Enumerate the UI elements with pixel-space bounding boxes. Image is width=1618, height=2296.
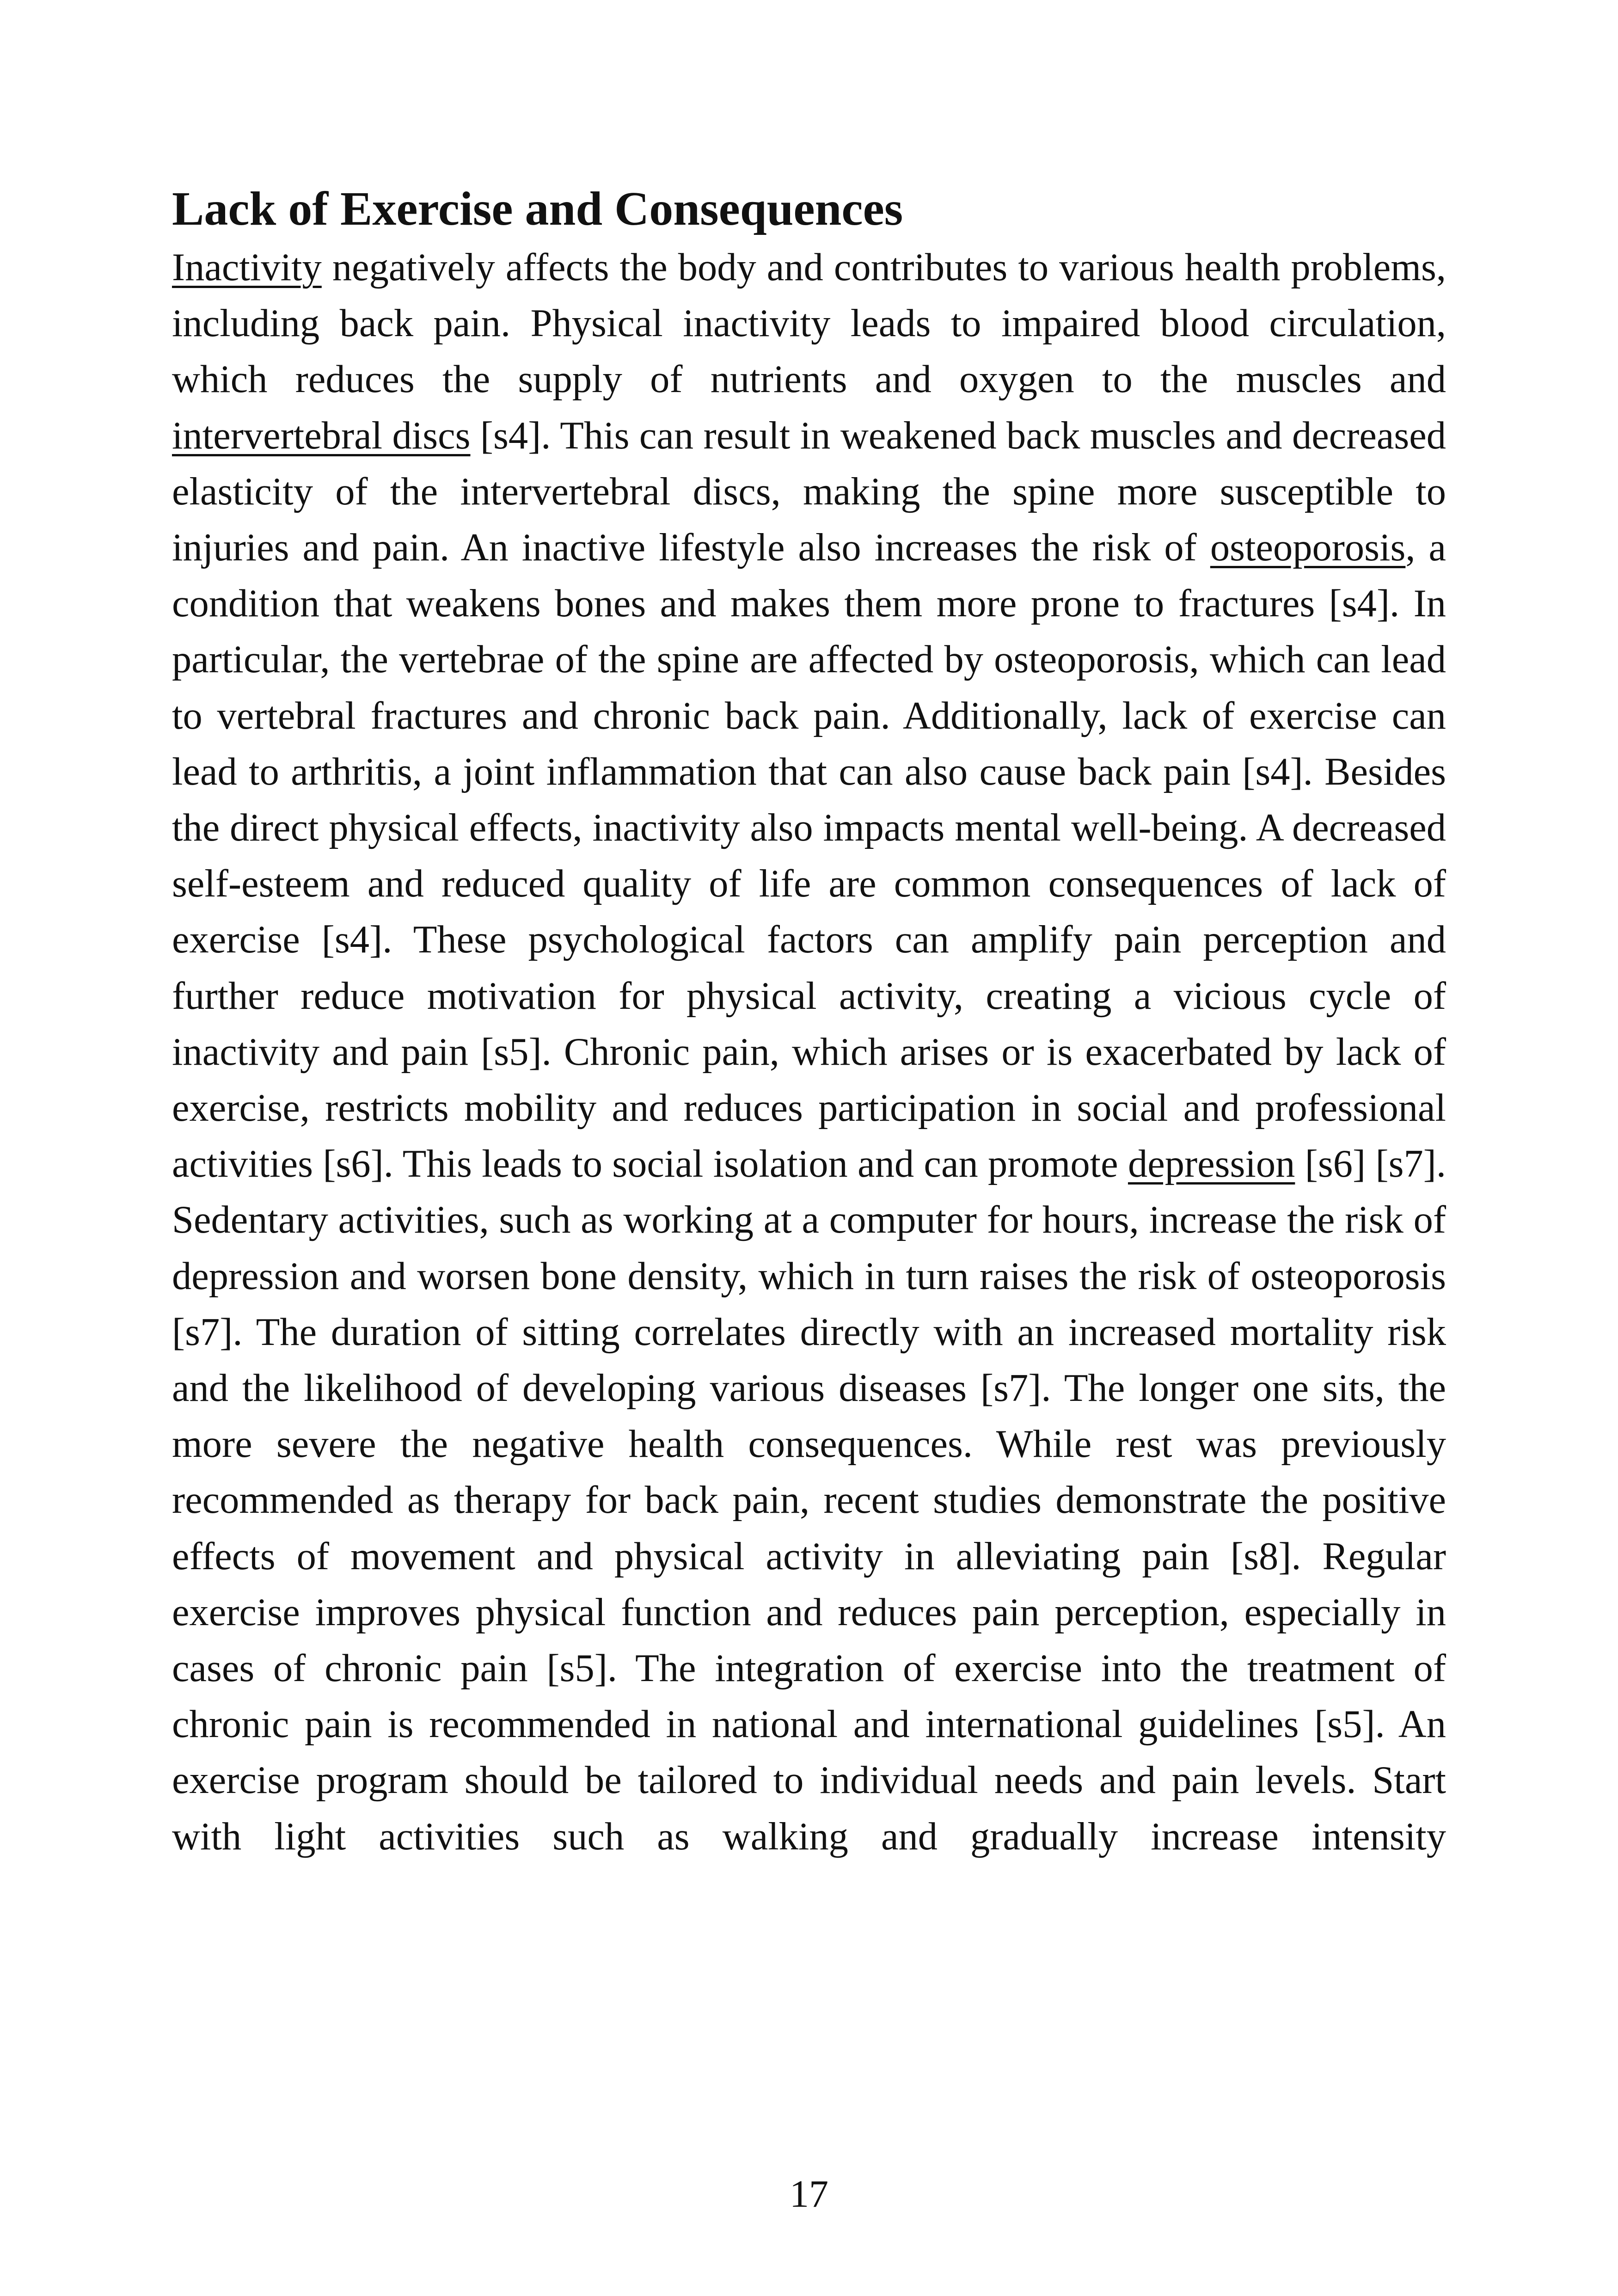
body-paragraph xyxy=(172,239,1446,1865)
paragraph-text: [s6] [s7]. Sedentary activities, such as working at a computer for hours, increase the risk of depression and worsen bone density, which in turn raises the risk of osteoporosis [s7]. The duration of sitting correlates directly with an increased mortality risk and the likelihood of developing various diseases [s7]. The longer one sits, the more severe the negative health consequences. While rest was previously recommended as therapy for back pain, recent studies demonstrate the positive effects of movement and physical activity in alleviating pain [s8]. Regular exercise improves physical function and reduces pain perception, especially in cases of chronic pain [s5]. The integration of exercise into the treatment of chronic pain is recommended in national and international guidelines [s5]. An exercise program should be tailored to individual needs and pain levels. Start with light activities such as walking and gradually increase intensity xyxy=(172,1142,1446,1858)
term-osteoporosis: osteoporosis xyxy=(1210,526,1406,570)
section-heading: Lack of Exercise and Consequences xyxy=(172,182,903,235)
paragraph-text: [s4]. This can result in weakened back muscles and decreased elasticity of the intervertebral discs, making the spine more susceptible to injuries and pain. An inactive lifestyle also increases the risk of xyxy=(172,414,1446,570)
page-number: 17 xyxy=(790,2173,828,2216)
term-inactivity: Inactivity xyxy=(172,246,322,289)
paragraph-text: , a condition that weakens bones and makes them more prone to fractures [s4]. In particular, the vertebrae of the spine are affected by osteoporosis, which can lead to vertebral fractures and chronic back pain. Additionally, lack of exercise can lead to arthritis, a joint inflammation that can also cause back pain [s4]. Besides the direct physical effects, inactivity also impacts mental well-being. A decreased self-esteem and reduced quality of life are common consequences of lack of exercise [s4]. These psychological factors can amplify pain perception and further reduce motivation for physical activity, creating a vicious cycle of inactivity and pain [s5]. Chronic pain, which arises or is exacerbated by lack of exercise, restricts mobility and reduces participation in social and professional activities [s6]. This leads to social isolation and can promote xyxy=(172,526,1446,1186)
paragraph-text: negatively affects the body and contributes to various health problems, including back pain. Physical inactivity leads to impaired blood circulation, which reduces the supply of nutrients and oxygen to the muscles and xyxy=(172,246,1446,401)
term-depression: depression xyxy=(1128,1142,1295,1186)
term-intervertebral-discs: intervertebral discs xyxy=(172,414,471,457)
